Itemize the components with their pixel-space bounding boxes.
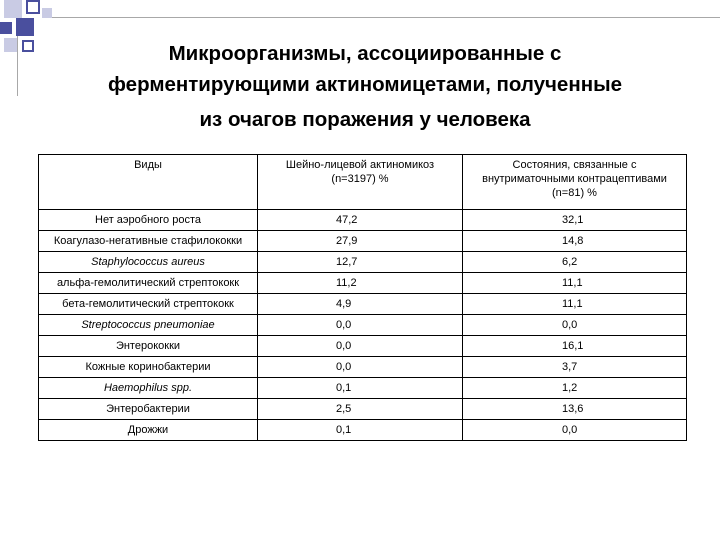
actinomycosis-value-cell — [258, 315, 463, 336]
species-cell: Дрожжи — [39, 420, 258, 441]
actinomycosis-value: 47,2 — [336, 214, 358, 226]
iud-value-cell — [463, 210, 687, 231]
iud-value: 0,0 — [562, 319, 578, 331]
table-row — [39, 315, 687, 336]
species-cell: Кожные коринобактерии — [39, 357, 258, 378]
slide-title — [20, 38, 710, 100]
actinomycosis-value-cell — [258, 210, 463, 231]
header-iud: Состояния, связанные с внутриматочными контрацептивами (n=81) % — [463, 155, 687, 210]
deco-square — [16, 18, 34, 36]
iud-value-cell — [463, 294, 687, 315]
species-cell: альфа-гемолитический стрептококк — [39, 273, 258, 294]
horizontal-rule — [52, 17, 720, 18]
table-row — [39, 399, 687, 420]
header-actinomycosis: Шейно-лицевой актиномикоз (n=3197) % — [258, 155, 463, 210]
table-row — [39, 336, 687, 357]
iud-value-cell — [463, 378, 687, 399]
actinomycosis-value-cell — [258, 336, 463, 357]
iud-value: 0,0 — [562, 424, 578, 436]
table-row — [39, 231, 687, 252]
iud-value: 16,1 — [562, 340, 584, 352]
table-row — [39, 210, 687, 231]
vertical-rule — [17, 36, 18, 96]
iud-value: 11,1 — [562, 298, 583, 310]
actinomycosis-value: 0,0 — [336, 340, 352, 352]
table-row — [39, 420, 687, 441]
header-species: Виды — [39, 155, 258, 210]
actinomycosis-value-cell — [258, 357, 463, 378]
actinomycosis-value: 0,1 — [336, 382, 352, 394]
actinomycosis-value: 11,2 — [336, 277, 357, 289]
iud-value: 14,8 — [562, 235, 584, 247]
table-row — [39, 294, 687, 315]
actinomycosis-value-cell — [258, 399, 463, 420]
iud-value: 11,1 — [562, 277, 583, 289]
actinomycosis-value: 4,9 — [336, 298, 352, 310]
actinomycosis-value: 0,1 — [336, 424, 352, 436]
iud-value-cell — [463, 336, 687, 357]
actinomycosis-value: 12,7 — [336, 256, 358, 268]
actinomycosis-value-cell — [258, 231, 463, 252]
deco-square — [4, 0, 22, 18]
species-cell: Нет аэробного роста — [39, 210, 258, 231]
iud-value-cell — [463, 231, 687, 252]
iud-value: 3,7 — [562, 361, 578, 373]
species-cell: Энтеробактерии — [39, 399, 258, 420]
table-row — [39, 378, 687, 399]
deco-square — [42, 8, 52, 18]
table-row — [39, 273, 687, 294]
iud-value: 13,6 — [562, 403, 584, 415]
iud-value-cell — [463, 399, 687, 420]
iud-value-cell — [463, 315, 687, 336]
actinomycosis-value-cell — [258, 378, 463, 399]
deco-square — [0, 22, 12, 34]
iud-value: 1,2 — [562, 382, 578, 394]
iud-value-cell — [463, 420, 687, 441]
species-cell: бета-гемолитический стрептококк — [39, 294, 258, 315]
actinomycosis-value-cell — [258, 420, 463, 441]
iud-value-cell — [463, 273, 687, 294]
actinomycosis-value-cell — [258, 294, 463, 315]
title-line-2: ферментирующими актиномицетами, полученные — [108, 73, 622, 96]
species-cell: Коагулазо-негативные стафилококки — [39, 231, 258, 252]
table-row — [39, 252, 687, 273]
deco-square — [26, 0, 40, 14]
actinomycosis-value: 0,0 — [336, 319, 352, 331]
species-cell: Энтерококки — [39, 336, 258, 357]
species-cell: Streptococcus pneumoniae — [39, 315, 258, 336]
actinomycosis-value-cell — [258, 252, 463, 273]
species-cell: Haemophilus spp. — [39, 378, 258, 399]
deco-square — [4, 38, 18, 52]
iud-value-cell — [463, 357, 687, 378]
table-row — [39, 357, 687, 378]
actinomycosis-value: 27,9 — [336, 235, 358, 247]
iud-value-cell — [463, 252, 687, 273]
actinomycosis-value: 0,0 — [336, 361, 352, 373]
microorganisms-table — [38, 154, 687, 441]
table-header-row — [39, 155, 687, 210]
iud-value: 6,2 — [562, 256, 578, 268]
title-line-1: Микроорганизмы, ассоциированные с — [168, 42, 562, 65]
iud-value: 32,1 — [562, 214, 584, 226]
species-cell: Staphylococcus aureus — [39, 252, 258, 273]
actinomycosis-value: 2,5 — [336, 403, 352, 415]
actinomycosis-value-cell — [258, 273, 463, 294]
slide-subtitle: из очагов поражения у человека — [199, 108, 531, 131]
